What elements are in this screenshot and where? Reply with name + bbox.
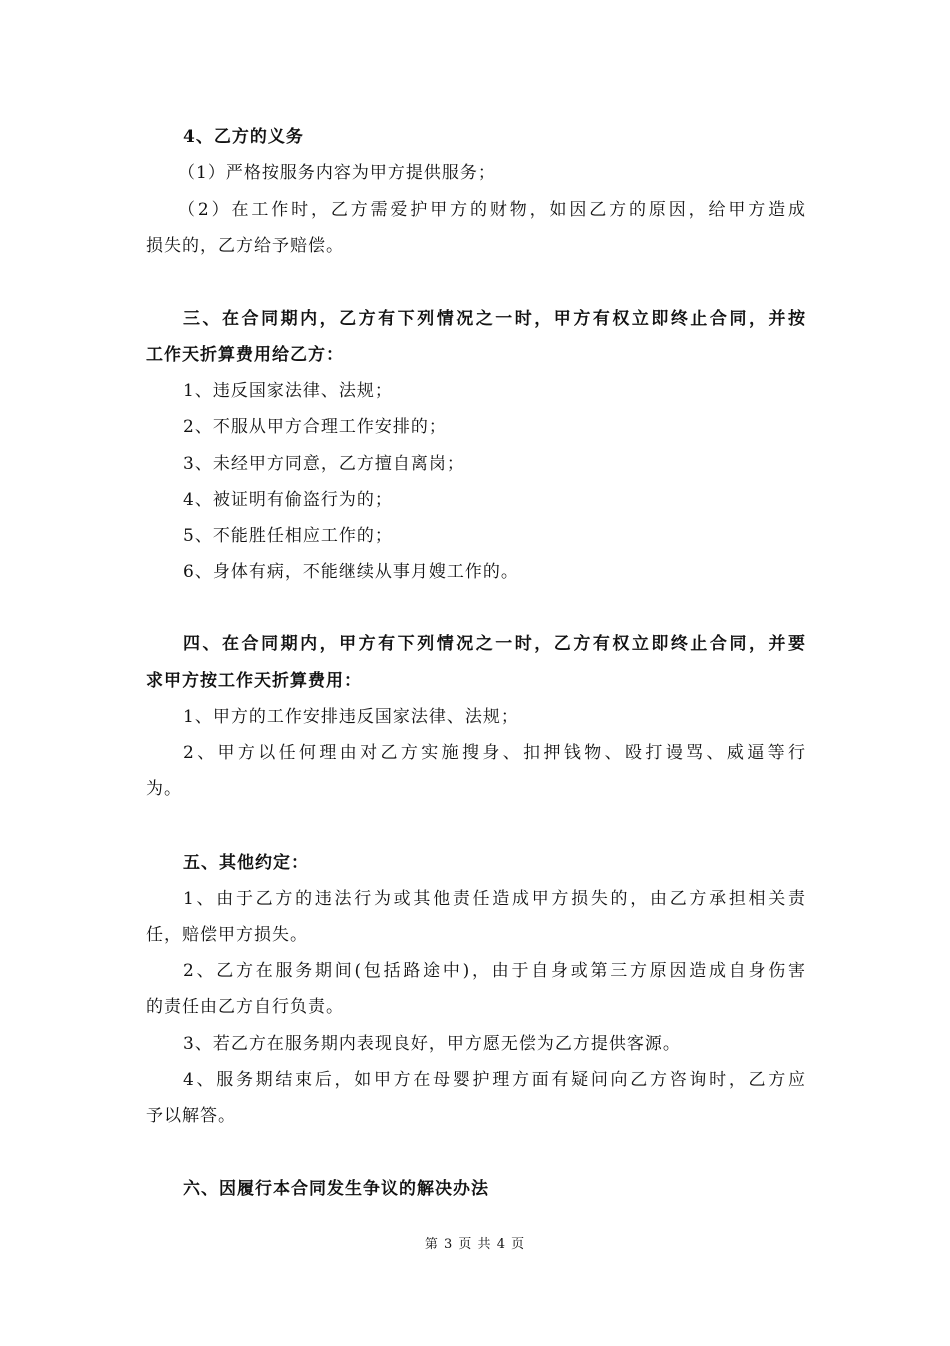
clause-heading: 四、在合同期内，甲方有下列情况之一时，乙方有权立即终止合同，并要 [183, 634, 806, 654]
paragraph-line: （2）在工作时，乙方需爱护甲方的财物，如因乙方的原因，给甲方造成 [178, 200, 806, 220]
clause-heading: 求甲方按工作天折算费用： [146, 671, 362, 691]
list-item: 1、甲方的工作安排违反国家法律、法规； [183, 707, 519, 727]
list-item: 为。 [146, 779, 182, 799]
clause-heading: 三、在合同期内，乙方有下列情况之一时，甲方有权立即终止合同，并按 [183, 309, 806, 329]
list-item: 2、不服从甲方合理工作安排的； [183, 417, 447, 437]
section-heading: 4、乙方的义务 [183, 127, 304, 147]
list-item: 4、服务期结束后，如甲方在母婴护理方面有疑问向乙方咨询时，乙方应 [183, 1070, 806, 1090]
paragraph-line: 损失的，乙方给予赔偿。 [146, 236, 344, 256]
list-item: 予以解答。 [146, 1106, 236, 1126]
list-item: 4、被证明有偷盗行为的； [183, 490, 393, 510]
clause-heading: 工作天折算费用给乙方： [146, 345, 344, 365]
list-item: 的责任由乙方自行负责。 [146, 997, 344, 1017]
list-item: 1、违反国家法律、法规； [183, 381, 393, 401]
list-item: 2、甲方以任何理由对乙方实施搜身、扣押钱物、殴打谩骂、威逼等行 [183, 743, 806, 763]
list-item: 任，赔偿甲方损失。 [146, 925, 308, 945]
list-item: 5、不能胜任相应工作的； [183, 526, 393, 546]
clause-heading: 六、因履行本合同发生争议的解决办法 [183, 1179, 489, 1199]
list-item: 1、由于乙方的违法行为或其他责任造成甲方损失的，由乙方承担相关责 [183, 889, 806, 909]
list-item: 6、身体有病，不能继续从事月嫂工作的。 [183, 562, 519, 582]
list-item: 2、乙方在服务期间(包括路途中)，由于自身或第三方原因造成自身伤害 [183, 961, 806, 981]
page-number: 第 3 页 共 4 页 [424, 1237, 526, 1252]
list-item: 3、未经甲方同意，乙方擅自离岗； [183, 454, 465, 474]
clause-heading: 五、其他约定： [183, 853, 309, 873]
paragraph-line: （1）严格按服务内容为甲方提供服务； [178, 163, 496, 183]
list-item: 3、若乙方在服务期内表现良好，甲方愿无偿为乙方提供客源。 [183, 1034, 681, 1054]
